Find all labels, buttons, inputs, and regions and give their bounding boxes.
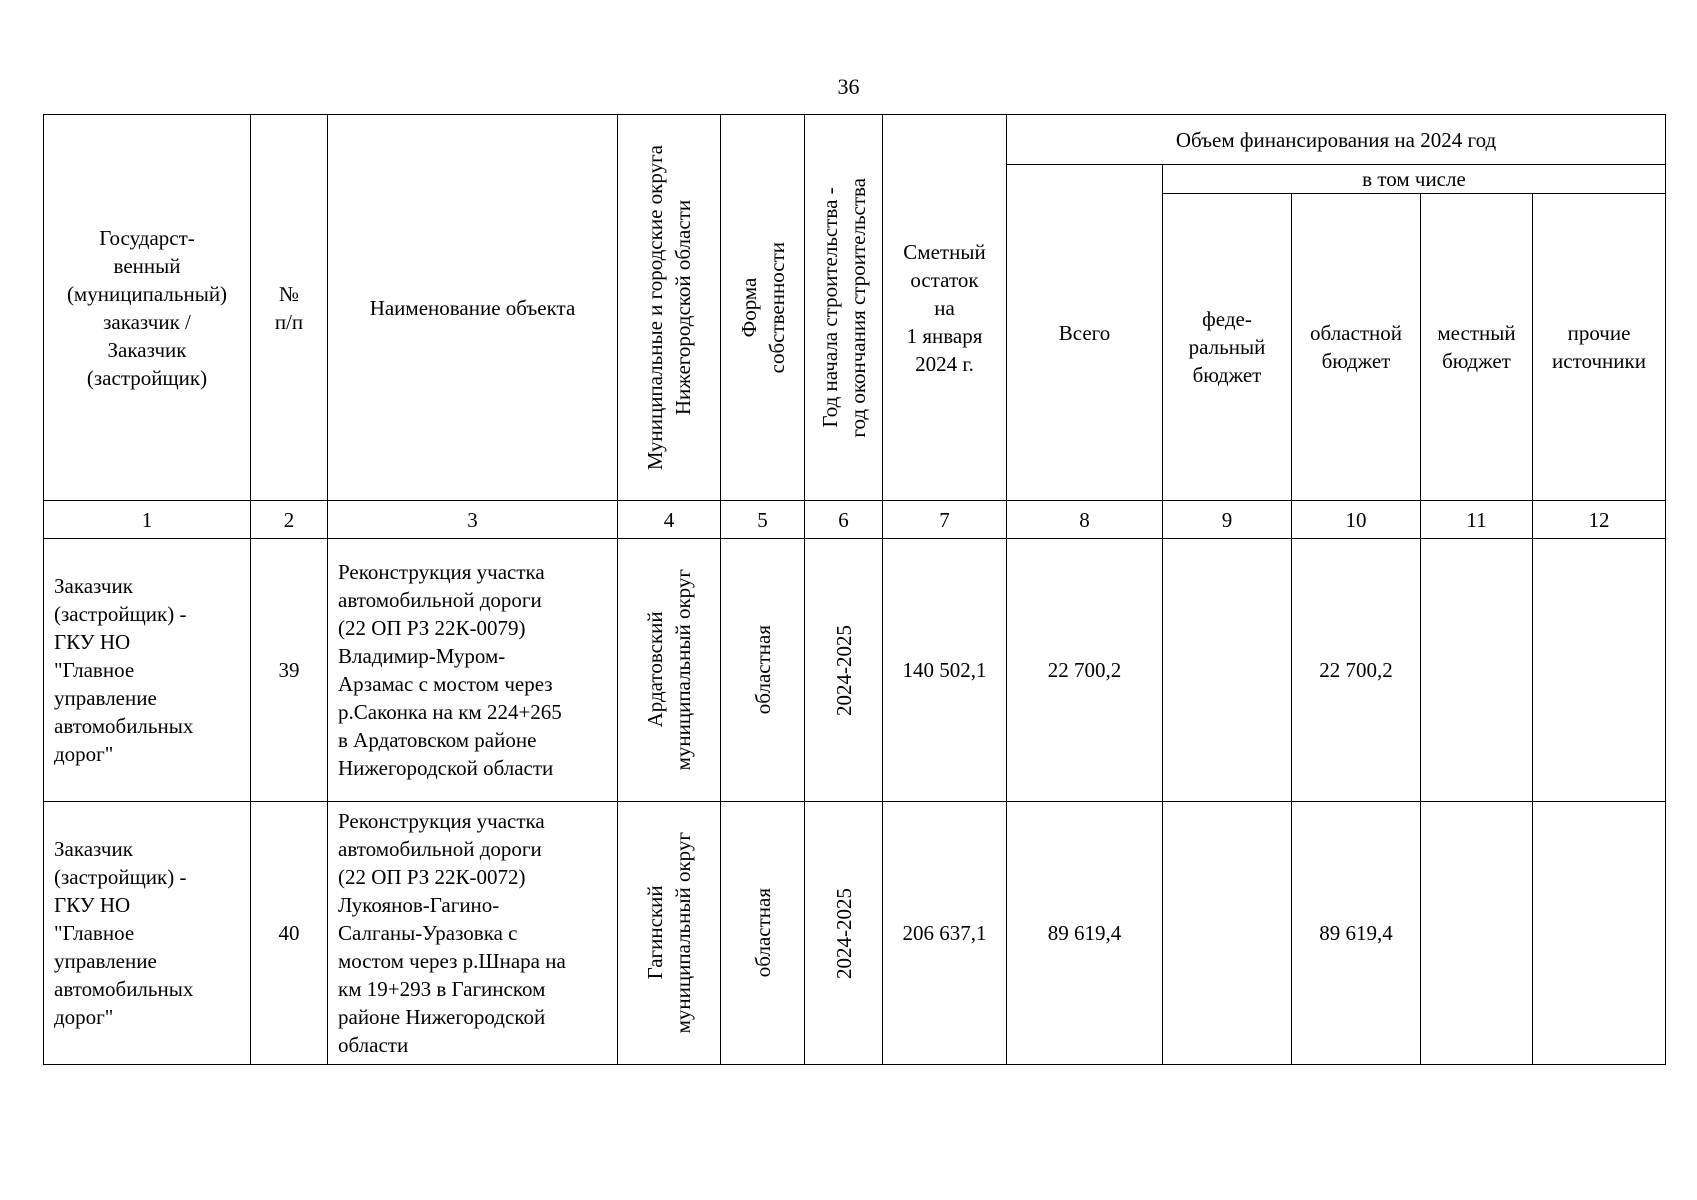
customer-line: "Главное <box>54 658 135 682</box>
header-district <box>618 115 721 501</box>
row-number: 39 <box>251 539 328 802</box>
years-cell <box>805 802 883 1065</box>
balance-cell: 206 637,1 <box>883 802 1007 1065</box>
object-line: (22 ОП РЗ 22К-0079) <box>338 616 526 640</box>
regional-cell: 89 619,4 <box>1292 802 1421 1065</box>
object-name-cell <box>328 802 618 1065</box>
column-number: 9 <box>1163 501 1292 539</box>
customer-line: управление <box>54 686 157 710</box>
column-number: 3 <box>328 501 618 539</box>
column-number: 1 <box>44 501 251 539</box>
column-number: 4 <box>618 501 721 539</box>
header-federal-line: бюджет <box>1192 363 1262 387</box>
customer-line: "Главное <box>54 921 135 945</box>
object-line: км 19+293 в Гагинском <box>338 977 546 1001</box>
customer-line: ГКУ НО <box>54 630 131 654</box>
header-customer-line: (муниципальный) <box>66 281 228 306</box>
object-line: районе Нижегородской <box>338 1005 546 1029</box>
federal-cell <box>1163 802 1292 1065</box>
column-number: 11 <box>1421 501 1533 539</box>
header-ownership <box>721 115 805 501</box>
header-customer-line: Государст- <box>99 225 195 250</box>
column-number: 12 <box>1533 501 1666 539</box>
customer-line: автомобильных <box>54 714 194 738</box>
header-district-line: Муниципальные и городские округа <box>643 144 667 471</box>
local-cell <box>1421 802 1533 1065</box>
customer-line: (застройщик) - <box>54 602 187 626</box>
federal-cell <box>1163 539 1292 802</box>
table-row <box>44 539 1666 802</box>
district-line: муниципальный округ <box>671 569 695 771</box>
customer-line: (застройщик) - <box>54 865 187 889</box>
column-number: 8 <box>1007 501 1163 539</box>
column-number: 6 <box>805 501 883 539</box>
header-years-line: Год начала строительства - <box>817 187 842 428</box>
object-line: автомобильной дороги <box>338 588 542 612</box>
ownership-text: областная <box>750 888 775 978</box>
ownership-text: областная <box>750 625 775 715</box>
object-line: Реконструкция участка <box>338 560 545 584</box>
column-number: 5 <box>721 501 805 539</box>
column-number: 10 <box>1292 501 1421 539</box>
header-local-line: бюджет <box>1442 349 1511 373</box>
balance-cell: 140 502,1 <box>883 539 1007 802</box>
header-customer-line: Заказчик <box>107 337 187 362</box>
object-line: автомобильной дороги <box>338 837 542 861</box>
header-federal <box>1163 194 1292 501</box>
header-other <box>1533 194 1666 501</box>
header-including: в том числе <box>1163 165 1666 194</box>
header-district-line: Нижегородской области <box>671 199 695 416</box>
header-local-line: местный <box>1437 321 1516 345</box>
ownership-cell <box>721 539 805 802</box>
object-line: в Ардатовском районе <box>338 728 537 752</box>
district-cell <box>618 802 721 1065</box>
header-regional <box>1292 194 1421 501</box>
financing-table <box>43 114 1666 1065</box>
years-cell <box>805 539 883 802</box>
customer-cell <box>44 539 251 802</box>
customer-cell <box>44 802 251 1065</box>
regional-cell: 22 700,2 <box>1292 539 1421 802</box>
years-text: 2024-2025 <box>831 624 856 716</box>
object-line: Арзамас с мостом через <box>338 672 553 696</box>
header-regional-line: бюджет <box>1321 349 1391 373</box>
header-customer-line: (застройщик) <box>86 365 208 390</box>
ownership-cell <box>721 802 805 1065</box>
customer-line: ГКУ НО <box>54 893 131 917</box>
object-line: Владимир-Муром- <box>338 644 506 668</box>
header-other-line: источники <box>1552 349 1646 373</box>
table-row <box>44 802 1666 1065</box>
header-total: Всего <box>1007 165 1163 501</box>
page-number: 36 <box>837 74 860 99</box>
column-number-row <box>44 501 1666 539</box>
object-line: области <box>338 1033 409 1057</box>
header-number-line: № <box>278 281 300 306</box>
header-balance-line: остаток <box>910 267 979 292</box>
customer-line: управление <box>54 949 157 973</box>
header-balance-line: на <box>934 295 955 320</box>
header-ownership-line: собственности <box>764 241 789 374</box>
district-line: Гагинский <box>643 885 667 981</box>
customer-line: дорог" <box>54 742 114 766</box>
local-cell <box>1421 539 1533 802</box>
row-number: 40 <box>251 802 328 1065</box>
header-number-line: п/п <box>274 309 304 334</box>
header-years-line: год окончания строительства <box>845 177 870 438</box>
header-years <box>805 115 883 501</box>
header-regional-line: областной <box>1310 321 1402 345</box>
customer-line: Заказчик <box>54 574 133 598</box>
customer-line: дорог" <box>54 1005 114 1029</box>
header-other-line: прочие <box>1567 321 1631 345</box>
header-customer-line: заказчик / <box>103 309 191 334</box>
header-ownership-line: Форма <box>736 277 761 338</box>
header-local <box>1421 194 1533 501</box>
header-balance <box>883 115 1007 501</box>
header-object-name: Наименование объекта <box>328 115 618 501</box>
object-name-cell <box>328 539 618 802</box>
object-line: (22 ОП РЗ 22К-0072) <box>338 865 526 889</box>
header-balance-line: 2024 г. <box>915 351 974 376</box>
object-line: р.Саконка на км 224+265 <box>338 700 562 724</box>
district-line: муниципальный округ <box>671 832 695 1034</box>
object-line: Нижегородской области <box>338 756 554 780</box>
district-line: Ардатовский <box>643 611 667 729</box>
column-number: 7 <box>883 501 1007 539</box>
district-cell <box>618 539 721 802</box>
years-text: 2024-2025 <box>831 887 856 979</box>
object-line: мостом через р.Шнара на <box>338 949 566 973</box>
header-balance-line: Сметный <box>903 239 986 264</box>
other-cell <box>1533 802 1666 1065</box>
column-number: 2 <box>251 501 328 539</box>
customer-line: Заказчик <box>54 837 133 861</box>
customer-line: автомобильных <box>54 977 194 1001</box>
header-customer <box>44 115 251 501</box>
total-cell: 22 700,2 <box>1007 539 1163 802</box>
object-line: Салганы-Уразовка с <box>338 921 518 945</box>
object-line: Реконструкция участка <box>338 809 545 833</box>
header-federal-line: феде- <box>1202 307 1252 331</box>
header-federal-line: ральный <box>1188 335 1266 359</box>
total-cell: 89 619,4 <box>1007 802 1163 1065</box>
object-line: Лукоянов-Гагино- <box>338 893 500 917</box>
header-financing-title: Объем финансирования на 2024 год <box>1007 115 1666 165</box>
header-customer-line: венный <box>113 253 181 278</box>
header-balance-line: 1 января <box>906 323 983 348</box>
other-cell <box>1533 539 1666 802</box>
header-number <box>251 115 328 501</box>
